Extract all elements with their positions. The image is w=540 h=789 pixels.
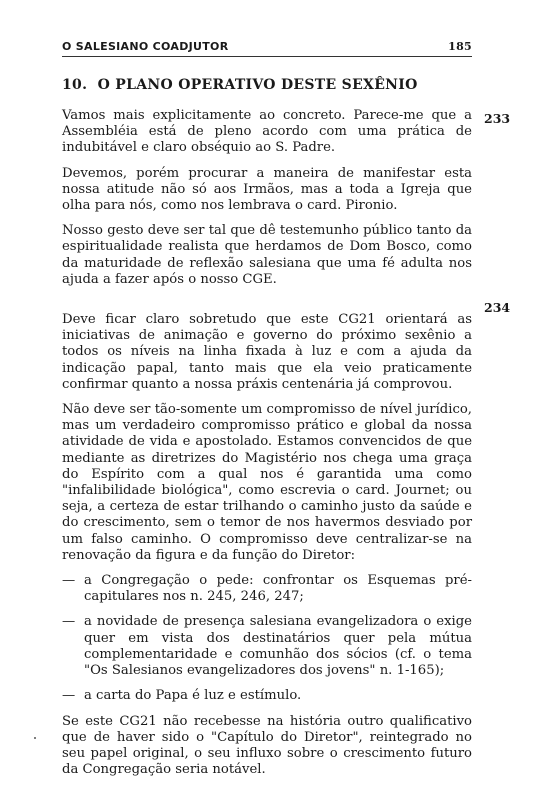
paragraph: Deve ficar claro sobretudo que este CG21 orientará as iniciativas de animação e governo do próximo sexênio a todos os níveis na linha fixada à luz e com a ajuda da indicação papal, tanto mais que ela veio praticamente confirmar quanto a nossa práxis centenária já comprovou. bbox=[62, 312, 472, 392]
running-title: O SALESIANO COADJUTOR bbox=[62, 40, 229, 53]
dash-bullet: — bbox=[62, 573, 76, 589]
list-item-text: a novidade de presença salesiana evangelizadora o exige quer em vista dos destinatários quer pela mútua complementaridade e comunhão dos sócios (cf. o tema "Os Salesianos evangelizadores dos jovens" n. 1-165); bbox=[84, 614, 472, 679]
body-text bbox=[62, 108, 472, 787]
margin-dot bbox=[34, 737, 36, 739]
section-title: O PLANO OPERATIVO DESTE SEXÊNIO bbox=[97, 77, 418, 93]
paragraph: Nosso gesto deve ser tal que dê testemunho público tanto da espiritualidade realista que herdamos de Dom Bosco, como da maturidade de reflexão salesiana que uma fé adulta nos ajuda a fazer após o nosso CGE. bbox=[62, 223, 472, 287]
list-item-text: a Congregação o pede: confrontar os Esquemas pré-capitulares nos n. 245, 246, 247; bbox=[84, 573, 472, 605]
closing-paragraph: Se este CG21 não recebesse na história outro qualificativo que de haver sido o "Capítulo do Diretor", reintegrado no seu papel original, o seu influxo sobre o crescimento futuro da Congregação seria notável. bbox=[62, 713, 472, 778]
dash-bullet: — bbox=[62, 614, 76, 630]
margin-number-233: 233 bbox=[484, 111, 511, 126]
section-heading bbox=[62, 77, 418, 93]
dash-list bbox=[62, 573, 472, 704]
page-number: 185 bbox=[448, 40, 472, 53]
paragraph: Vamos mais explicitamente ao concreto. Parece-me que a Assembléia está de pleno acordo com uma prática de indubitável e claro obséquio ao S. Padre. bbox=[62, 108, 472, 156]
paragraph: Não deve ser tão-somente um compromisso de nível jurídico, mas um verdadeiro compromisso prático e global da nossa atividade de vida e apostolado. Estamos convencidos de que mediante as diretrizes do Magistério nos chega uma graça do Espírito com a qual nos é garantida uma como "infalibilidade biológica", como escrevia o card. Journet; ou seja, a certeza de estar trilhando o caminho justo da saúde e do crescimento, sem o temor de nos havermos desviado por um falso caminho. O compromisso deve centralizar-se na renovação da figura e da função do Diretor: bbox=[62, 402, 472, 563]
list-item bbox=[62, 573, 472, 605]
running-header bbox=[62, 40, 472, 57]
list-item bbox=[62, 614, 472, 679]
margin-number-234: 234 bbox=[484, 300, 511, 315]
paragraph: Devemos, porém procurar a maneira de manifestar esta nossa atitude não só aos Irmãos, mas a toda a Igreja que olha para nós, como nos lembrava o card. Pironio. bbox=[62, 165, 472, 214]
list-item bbox=[62, 688, 472, 704]
dash-bullet: — bbox=[62, 688, 76, 704]
section-number: 10. bbox=[62, 77, 88, 93]
list-item-text: a carta do Papa é luz e estímulo. bbox=[84, 688, 302, 704]
